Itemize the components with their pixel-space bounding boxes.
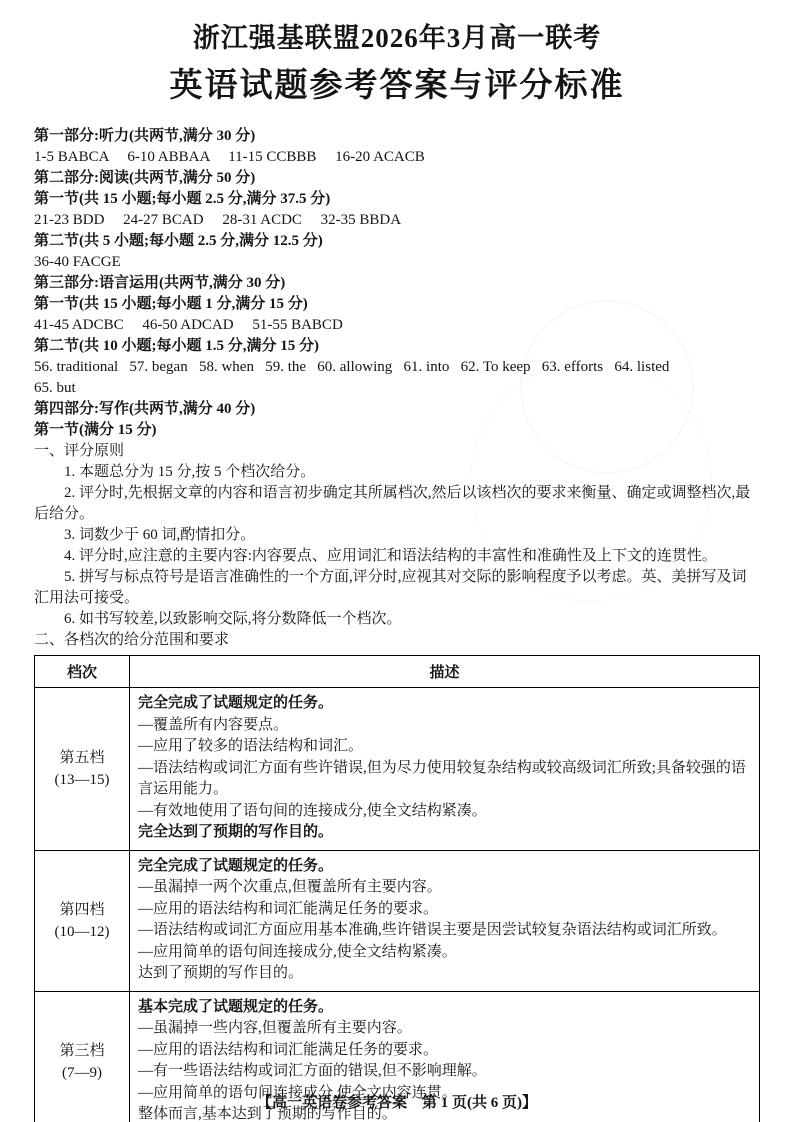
desc-line: 整体而言,基本达到了预期的写作目的。 [138, 1106, 397, 1122]
principle-item-3: 3. 词数少于 60 词,酌情扣分。 [64, 527, 256, 543]
desc-line: —应用的语法结构和词汇能满足任务的要求。 [138, 900, 439, 917]
page-title: 英语试题参考答案与评分标准 [169, 68, 625, 104]
desc-line: —覆盖所有内容要点。 [138, 716, 289, 733]
table-row-level4 [35, 850, 760, 991]
rubric-heading: 二、各档次的给分范围和要求 [34, 632, 230, 648]
subsection-heading: 第二节(共 5 小题;每小题 2.5 分,满分 12.5 分) [34, 233, 323, 249]
answers-line-language1: 41-45 ADCBC 46-50 ADCAD 51-55 BABCD [34, 317, 343, 333]
subsection-heading: 第一节(共 15 小题;每小题 1 分,满分 15 分) [34, 296, 308, 312]
section-heading-part3: 第三部分:语言运用(共两节,满分 30 分) [34, 275, 286, 291]
exam-title: 浙江强基联盟2026年3月高一联考 [192, 23, 602, 53]
principle-item-1: 1. 本题总分为 15 分,按 5 个档次给分。 [64, 464, 316, 480]
answers-line-reading1: 21-23 BDD 24-27 BCAD 28-31 ACDC 32-35 BBDA [34, 212, 402, 228]
answers-line-language2-cont: 65. but [34, 380, 76, 396]
principle-item-2: 2. 评分时,先根据文章的内容和语言初步确定其所属档次,然后以该档次的要求来衡量、确定或调整档次,最后给分。 [34, 485, 751, 522]
col-header-level: 档次 [35, 656, 130, 688]
document-header [0, 0, 794, 106]
answers-line-listening: 1-5 BABCA 6-10 ABBAA 11-15 CCBBB 16-20 ACACB [34, 149, 425, 165]
desc-line: —应用了较多的语法结构和词汇。 [138, 738, 364, 754]
desc-line: —有效地使用了语句间的连接成分,使全文结构紧凑。 [138, 802, 487, 819]
level-name: 第三档 [59, 1042, 105, 1059]
level-name: 第四档 [59, 901, 105, 918]
principle-item-4: 4. 评分时,应注意的主要内容:内容要点、应用词汇和语法结构的丰富性和准确性及上下文的连贯性。 [64, 548, 717, 564]
subsection-heading: 第二节(共 10 小题;每小题 1.5 分,满分 15 分) [34, 338, 319, 354]
desc-line: 达到了预期的写作目的。 [138, 965, 304, 981]
section-heading-part2: 第二部分:阅读(共两节,满分 50 分) [34, 170, 256, 186]
answers-line-language2: 56. traditional 57. began 58. when 59. the 60. allowing 61. into 62. To keep 63. efforts 64. listed [34, 359, 670, 375]
answer-key-body [34, 126, 760, 651]
principle-item-6: 6. 如书写较差,以致影响交际,将分数降低一个档次。 [64, 611, 402, 627]
subsection-heading: 第一节(共 15 小题;每小题 2.5 分,满分 37.5 分) [34, 191, 331, 207]
section-heading-part4: 第四部分:写作(共两节,满分 40 分) [34, 401, 256, 417]
scoring-rubric-table [34, 655, 760, 1122]
level-range: (10—12) [54, 923, 110, 940]
desc-line: —应用简单的语句间连接成分,使全文内容连贯。 [138, 1084, 457, 1101]
desc-line: —有一些语法结构或词汇方面的错误,但不影响理解。 [138, 1063, 487, 1079]
desc-line: —语法结构或词汇方面应用基本准确,些许错误主要是因尝试较复杂语法结构或词汇所致。 [138, 922, 727, 938]
subsection-heading: 第一节(满分 15 分) [34, 422, 157, 438]
desc-line: 基本完成了试题规定的任务。 [138, 998, 334, 1015]
description-cell [130, 850, 760, 991]
desc-line: —应用的语法结构和词汇能满足任务的要求。 [138, 1041, 439, 1058]
level-cell [35, 850, 130, 991]
table-header-row [35, 656, 760, 688]
desc-line: 完全完成了试题规定的任务。 [138, 857, 334, 874]
principles-heading: 一、评分原则 [34, 443, 125, 459]
answers-line-reading2: 36-40 FACGE [34, 254, 121, 270]
level-name: 第五档 [59, 749, 105, 766]
desc-line: —虽漏掉一两个次重点,但覆盖所有主要内容。 [138, 879, 442, 895]
desc-line: 完全达到了预期的写作目的。 [138, 824, 334, 840]
desc-line: —语法结构或词汇方面有些许错误,但为尽力使用较复杂结构或较高级词汇所致;具备较强的语言运用能力。 [138, 759, 746, 797]
desc-line: 完全完成了试题规定的任务。 [138, 695, 334, 711]
page-footer: 【高一英语卷参考答案 第 1 页(共 6 页)】 [257, 1095, 537, 1111]
level-range: (13—15) [54, 771, 110, 788]
level-range: (7—9) [62, 1064, 102, 1081]
col-header-description: 描述 [130, 656, 760, 688]
description-cell [130, 688, 760, 851]
desc-line: —应用简单的语句间连接成分,使全文结构紧凑。 [138, 943, 457, 960]
section-heading-part1: 第一部分:听力(共两节,满分 30 分) [34, 128, 256, 144]
principle-item-5: 5. 拼写与标点符号是语言准确性的一个方面,评分时,应视其对交际的影响程度予以考虑。英、美拼写及词汇用法可接受。 [34, 569, 747, 606]
level-cell [35, 688, 130, 851]
table-row-level5 [35, 688, 760, 851]
desc-line: —虽漏掉一些内容,但覆盖所有主要内容。 [138, 1020, 412, 1036]
